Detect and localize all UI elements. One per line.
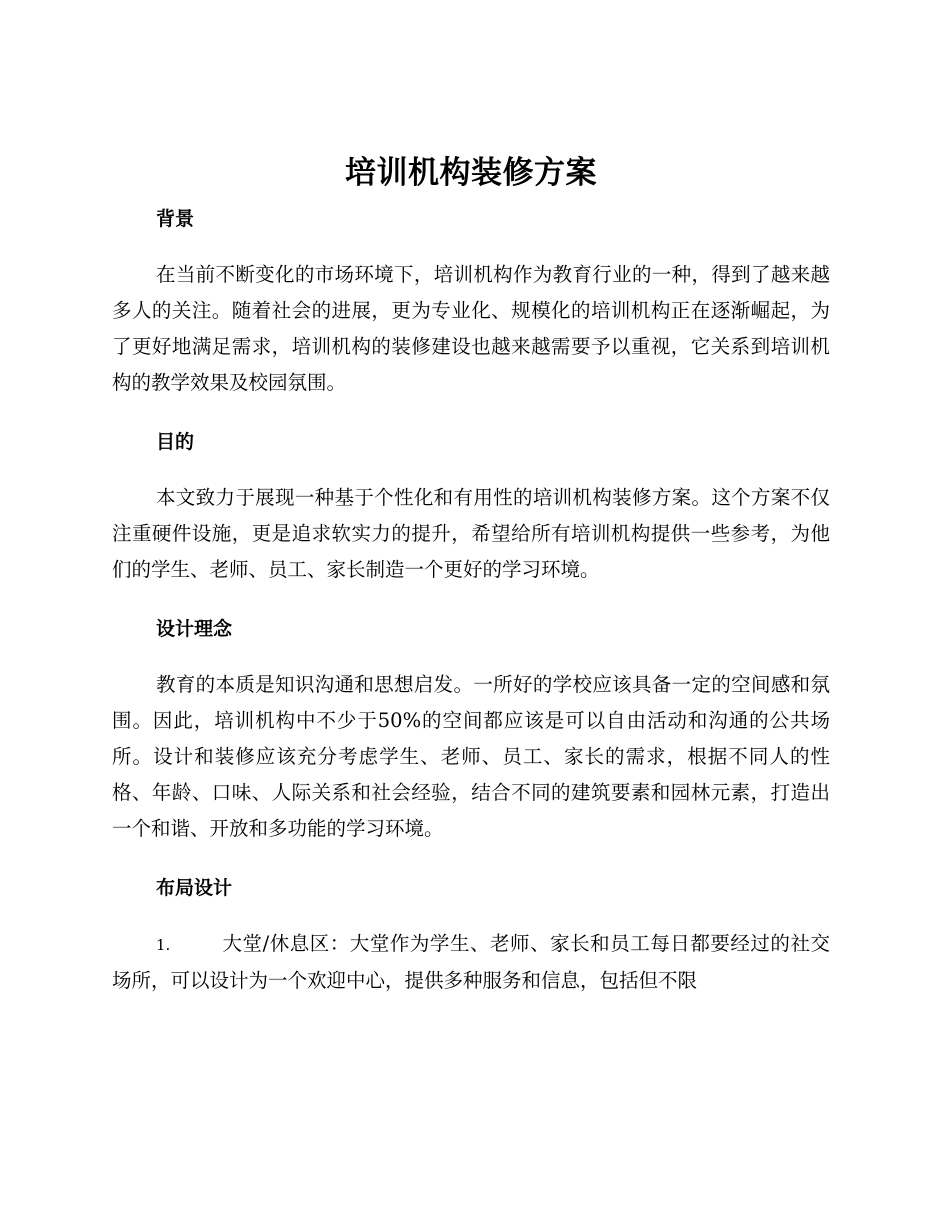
list-item-text: 大堂/休息区：大堂作为学生、老师、家长和员工每日都要经过的社交场所，可以设计为一个欢迎中心，提供多种服务和信息，包括但不限	[112, 932, 830, 992]
section-design-concept	[112, 612, 830, 847]
section-background	[112, 202, 830, 401]
section-heading-layout-design: 布局设计	[156, 877, 233, 899]
paragraph-background: 在当前不断变化的市场环境下，培训机构作为教育行业的一种，得到了越来越多人的关注。随着社会的进展，更为专业化、规模化的培训机构正在逐渐崛起，为了更好地满足需求，培训机构的装修建设也越来越需要予以重视，它关系到培训机构的教学效果及校园氛围。	[112, 263, 830, 394]
paragraph-design-concept: 教育的本质是知识沟通和思想启发。一所好的学校应该具备一定的空间感和氛围。因此，培训机构中不少于50%的空间都应该是可以自由活动和沟通的公共场所。设计和装修应该充分考虑学生、老师、员工、家长的需求，根据不同人的性格、年龄、口味、人际关系和社会经验，结合不同的建筑要素和园林元素，打造出一个和谐、开放和多功能的学习环境。	[112, 673, 830, 840]
document-title: 培训机构装修方案	[345, 155, 597, 191]
section-purpose	[112, 425, 830, 588]
paragraph-purpose: 本文致力于展现一种基于个性化和有用性的培训机构装修方案。这个方案不仅注重硬件设施，更是追求软实力的提升，希望给所有培训机构提供一些参考，为他们的学生、老师、员工、家长制造一个更好的学习环境。	[112, 486, 830, 581]
section-spacer	[112, 588, 830, 606]
list-item-number: 1.	[156, 936, 171, 954]
section-spacer	[112, 847, 830, 865]
section-heading-design-concept: 设计理念	[156, 618, 233, 640]
section-heading-background: 背景	[156, 208, 195, 230]
section-layout-design	[112, 871, 830, 999]
document-page	[112, 150, 830, 999]
section-heading-purpose: 目的	[156, 431, 195, 453]
section-spacer	[112, 401, 830, 419]
list-item	[112, 926, 830, 999]
